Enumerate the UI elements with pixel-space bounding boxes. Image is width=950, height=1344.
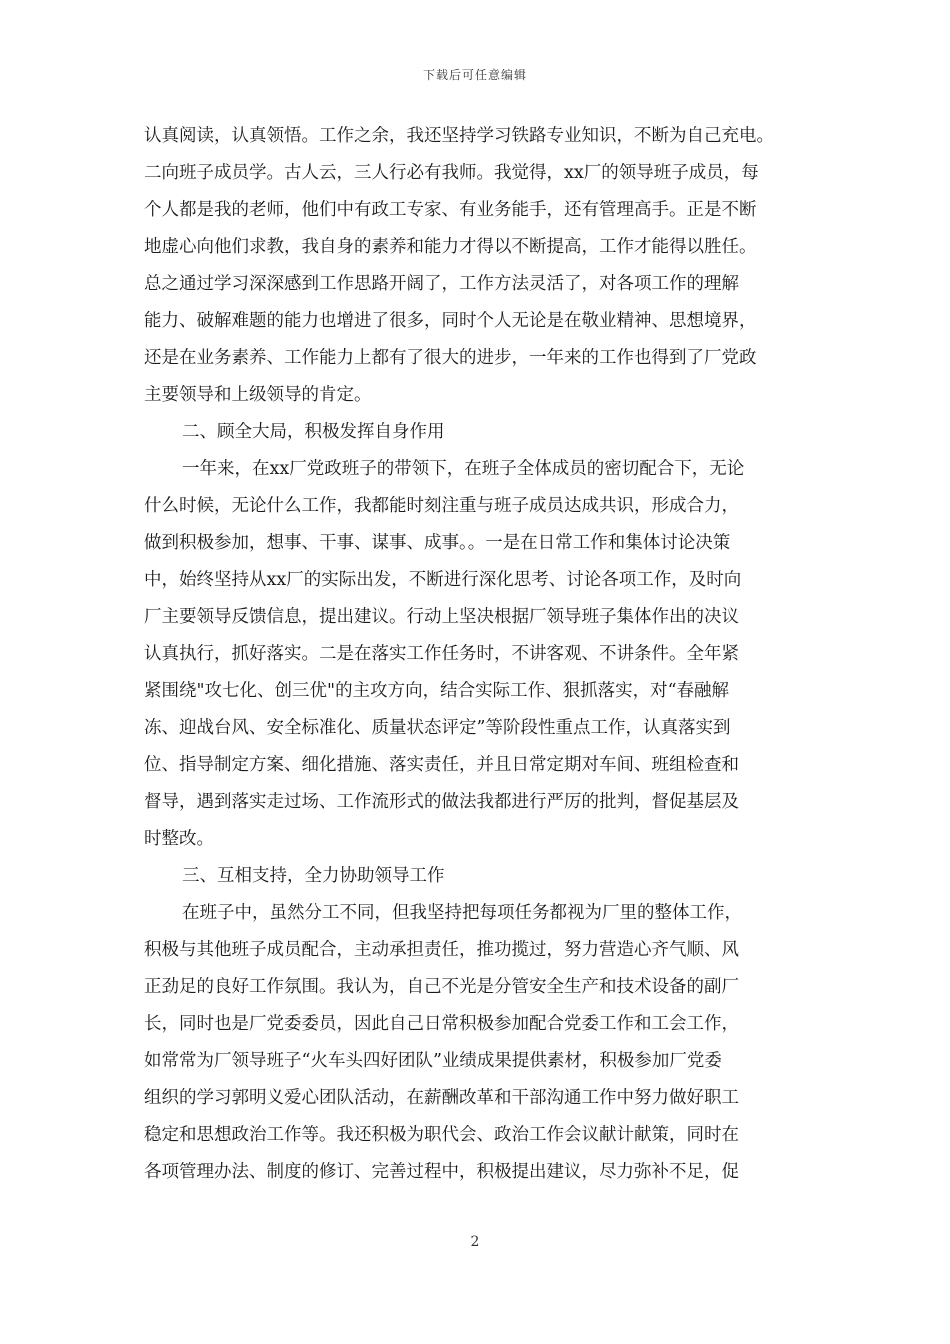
text-line: 总之通过学习深深感到工作思路开阔了，工作方法灵活了，对各项工作的理解 bbox=[144, 274, 739, 294]
text-line: 能力、破解难题的能力也增进了很多，同时个人无论是在敬业精神、思想境界， bbox=[144, 311, 757, 331]
text-line: 如常常为厂领导班子“火车头四好团队”业绩成果提供素材，积极参加厂党委 bbox=[144, 1051, 722, 1071]
text-line: 地虚心向他们求教，我自身的素养和能力才得以不断提高，工作才能得以胜任。 bbox=[144, 237, 757, 257]
text-line: 积极与其他班子成员配合，主动承担责任，推功揽过，努力营造心齐气顺、风 bbox=[144, 940, 739, 960]
text-line: 二向班子成员学。古人云，三人行必有我师。我觉得，xx厂的领导班子成员，每 bbox=[144, 163, 759, 183]
text-line: 一年来，在xx厂党政班子的带领下，在班子全体成员的密切配合下，无论 bbox=[182, 459, 745, 479]
text-line: 各项管理办法、制度的修订、完善过程中，积极提出建议，尽力弥补不足，促 bbox=[144, 1162, 739, 1182]
text-line: 三、互相支持，全力协助领导工作 bbox=[182, 866, 445, 886]
text-line: 位、指导制定方案、细化措施、落实责任，并且日常定期对车间、班组检查和 bbox=[144, 755, 739, 775]
text-line: 认真执行，抓好落实。二是在落实工作任务时，不讲客观、不讲条件。全年紧 bbox=[144, 644, 739, 664]
text-line: 认真阅读，认真领悟。工作之余，我还坚持学习铁路专业知识，不断为自己充电。 bbox=[144, 126, 774, 146]
text-line: 长，同时也是厂党委委员，因此自己日常积极参加配合党委工作和工会工作， bbox=[144, 1014, 739, 1034]
text-line: 紧围绕"攻七化、创三优"的主攻方向，结合实际工作、狠抓落实，对“春融解 bbox=[144, 681, 730, 701]
page-number: 2 bbox=[470, 1234, 480, 1250]
text-line: 二、顾全大局，积极发挥自身作用 bbox=[182, 422, 445, 442]
text-line: 冻、迎战台风、安全标准化、质量状态评定”等阶段性重点工作，认真落实到 bbox=[144, 718, 731, 738]
text-line: 督导，遇到落实走过场、工作流形式的做法我都进行严厉的批判，督促基层及 bbox=[144, 792, 739, 812]
text-line: 做到积极参加，想事、干事、谋事、成事。。一是在日常工作和集体讨论决策 bbox=[144, 533, 731, 553]
text-line: 组织的学习郭明义爱心团队活动，在薪酬改革和干部沟通工作中努力做好职工 bbox=[144, 1088, 739, 1108]
text-line: 主要领导和上级领导的肯定。 bbox=[144, 385, 372, 405]
text-line: 厂主要领导反馈信息，提出建议。行动上坚决根据厂领导班子集体作出的决议 bbox=[144, 607, 739, 627]
text-line: 在班子中，虽然分工不同，但我坚持把每项任务都视为厂里的整体工作， bbox=[182, 903, 742, 923]
page-header: 下载后可任意编辑 bbox=[422, 68, 527, 82]
text-line: 什么时候，无论什么工作，我都能时刻注重与班子成员达成共识，形成合力， bbox=[144, 496, 739, 516]
text-line: 个人都是我的老师，他们中有政工专家、有业务能手，还有管理高手。正是不断 bbox=[144, 200, 757, 220]
text-line: 中，始终坚持从xx厂的实际出发，不断进行深化思考、讨论各项工作，及时向 bbox=[144, 570, 742, 590]
text-line: 时整改。 bbox=[144, 829, 214, 849]
text-line: 正劲足的良好工作氛围。我认为，自己不光是分管安全生产和技术设备的副厂 bbox=[144, 977, 739, 997]
body-text bbox=[144, 118, 808, 1191]
text-line: 还是在业务素养、工作能力上都有了很大的进步，一年来的工作也得到了厂党政 bbox=[144, 348, 757, 368]
text-line: 稳定和思想政治工作等。我还积极为职代会、政治工作会议献计献策，同时在 bbox=[144, 1125, 739, 1145]
